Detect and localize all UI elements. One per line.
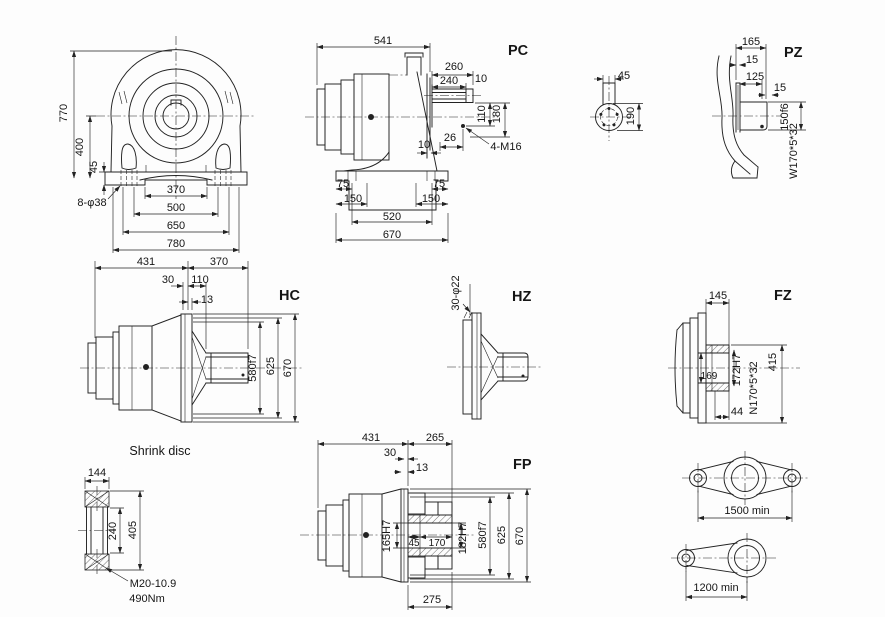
fz-fit-172h7: 172H7 [731,353,743,387]
dim-45: 45 [88,160,100,174]
clamp-bolts-top [425,502,438,515]
foot-cutout-right [216,144,231,170]
hz-holes: 30-φ22 [450,275,462,311]
fp-view [300,432,532,610]
pz-view [712,36,806,179]
dim-8-phi38: 8-φ38 [77,197,107,209]
fz-dim-44: 44 [730,406,744,418]
input-shaft-section-view [590,70,643,141]
sd-dim-240: 240 [107,521,119,541]
housing-front-view [58,36,256,253]
fp-dim-265: 265 [425,432,445,444]
dim-26: 26 [443,132,457,144]
dim-650: 650 [166,220,186,232]
hz-view [447,275,542,419]
dim-190: 190 [625,106,637,126]
fp-dim-625: 625 [496,525,508,545]
dim-4-m16: 4-M16 [490,141,522,153]
fp-fit-182h7: 182H7 [457,521,469,555]
dim-10-plate: 10 [417,139,431,151]
dim-240: 240 [439,75,459,87]
sd-torque: 490Nm [129,593,165,605]
dim-165: 165 [741,36,761,48]
fp-dim-13: 13 [415,462,429,474]
shrink-disc-view [78,444,191,605]
view-title-hc: HC [279,288,300,304]
dim-key-45: 45 [617,70,631,82]
single-arm-length: 1200 min [693,582,739,594]
hc-dim-670: 670 [282,358,294,378]
hc-dim-370: 370 [209,256,229,268]
flange-bolt [461,124,465,128]
hc-fit-580f7: 580f7 [247,354,259,382]
fz-view [668,288,800,423]
view-title-hz: HZ [512,289,532,305]
fp-dim-45: 45 [408,538,420,549]
dim-770: 770 [58,103,70,123]
dim-150-left: 150 [343,193,363,205]
view-title-fz: FZ [774,288,792,304]
fz-dim-415: 415 [767,352,779,372]
dim-110: 110 [476,105,488,123]
fp-fit-165h7: 165H7 [381,519,393,553]
spline-w170: W170*5*32 [788,123,800,179]
dim-180: 180 [491,104,503,124]
fp-dim-275: 275 [422,594,442,606]
flange-disc [401,489,408,582]
sd-dim-144: 144 [87,467,107,479]
hc-dim-110: 110 [191,274,209,286]
fp-dim-670: 670 [514,526,526,546]
hc-dim-13: 13 [200,294,214,306]
dim-15-a: 15 [745,54,759,66]
fz-dim-145: 145 [708,290,728,302]
bracket-outline [343,72,437,171]
dim-260: 260 [444,61,464,73]
hc-view [80,256,303,422]
dim-150-right: 150 [421,193,441,205]
view-title-fp: FP [513,457,532,473]
dim-370: 370 [166,184,186,196]
dim-520: 520 [382,211,402,223]
sd-dim-405: 405 [127,520,139,540]
double-arm-length: 1500 min [724,505,770,517]
dim-780: 780 [166,238,186,250]
fit-150f6: 150f6 [779,103,791,131]
dim-10-shaft: 10 [474,73,488,85]
view-title-pz: PZ [784,45,803,61]
shrink-disc-title: Shrink disc [129,444,191,458]
torque-arm-views [671,451,808,601]
pc-view [305,35,529,243]
fp-dim-431: 431 [361,432,381,444]
foot-cutout-left [122,144,137,170]
dim-75-right: 75 [432,178,446,190]
sd-bolt-spec: M20-10.9 [129,578,177,590]
fp-fit-580f7: 580f7 [477,521,489,549]
fz-spline-n170: N170*5*32 [748,361,760,415]
dim-500: 500 [166,202,186,214]
dim-125: 125 [745,71,765,83]
dim-400: 400 [74,137,86,157]
dim-670: 670 [382,229,402,241]
view-title-pc: PC [508,43,529,59]
fp-dim-30: 30 [383,447,397,459]
dim-541: 541 [373,35,393,47]
clamp-bolts-bottom [425,556,438,569]
hc-dim-30: 30 [161,274,175,286]
plug-bolt [368,114,374,120]
fp-dim-170: 170 [428,538,446,549]
fz-dim-169: 169 [700,371,718,382]
dim-15-b: 15 [773,82,787,94]
hc-dim-431: 431 [136,256,156,268]
dim-75-left: 75 [336,178,350,190]
hc-dim-625: 625 [265,356,277,376]
